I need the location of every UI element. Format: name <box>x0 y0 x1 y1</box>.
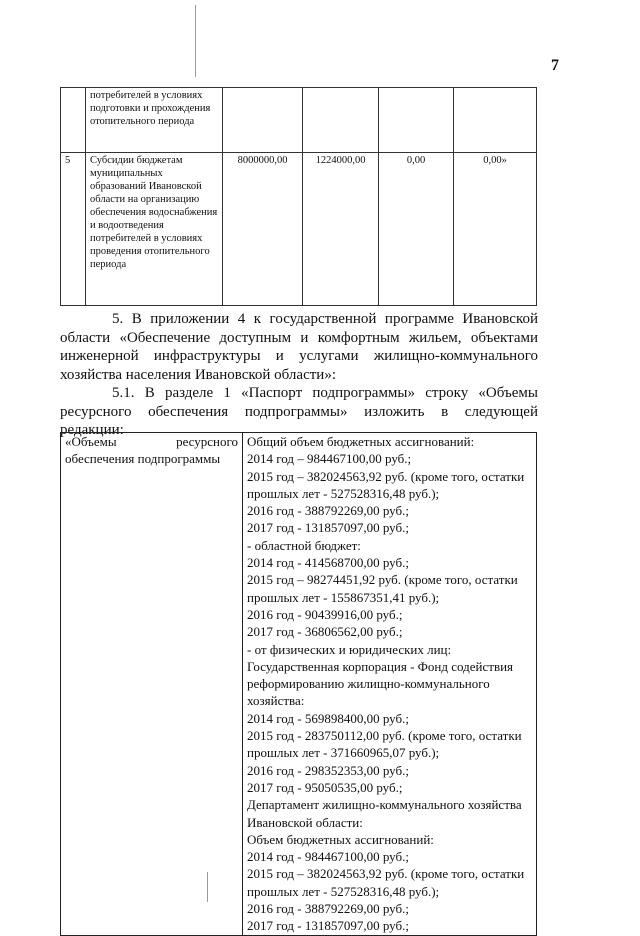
row-value <box>303 88 379 153</box>
funding-line: прошлых лет - 371660965,07 руб.); <box>247 745 440 761</box>
funding-line: реформированию жилищно-коммунального <box>247 676 490 692</box>
funding-line: 2014 год – 984467100,00 руб.; <box>247 451 412 467</box>
funding-line: прошлых лет - 155867351,41 руб.); <box>247 589 440 605</box>
funding-line: 2015 год – 382024563,92 руб. (кроме того, остатки <box>247 866 525 882</box>
row-number <box>61 88 86 153</box>
funding-line: 2014 год - 569898400,00 руб.; <box>247 710 409 726</box>
scan-artifact-line-top <box>195 5 196 77</box>
paragraph-5-1-text: 5.1. В разделе 1 «Паспорт подпрограммы» строку «Объемы ресурсного обеспечения подпрограммы» изложить в следующей редакции: <box>60 385 538 438</box>
row-value <box>223 88 303 153</box>
funding-details <box>243 433 537 936</box>
funding-line: 2016 год - 298352353,00 руб.; <box>247 762 409 778</box>
table-row <box>61 88 537 153</box>
funding-line: Ивановской области: <box>247 814 363 830</box>
funding-line: Общий объем бюджетных ассигнований: <box>247 434 475 449</box>
funding-line: - от физических и юридических лиц: <box>247 641 452 657</box>
row-value: 1224000,00 <box>303 153 379 306</box>
funding-line: 2017 год - 131857097,00 руб.; <box>247 918 409 934</box>
row-number: 5 <box>61 153 86 306</box>
funding-line: 2014 год - 984467100,00 руб.; <box>247 849 409 865</box>
funding-line: 2017 год - 131857097,00 руб.; <box>247 520 409 536</box>
row-description: потребителей в условиях подготовки и прохождения отопительного периода <box>86 88 223 153</box>
funding-line: 2015 год – 382024563,92 руб. (кроме того, остатки <box>247 468 525 484</box>
funding-line: 2017 год - 36806562,00 руб.; <box>247 624 403 640</box>
table-row <box>61 153 537 306</box>
paragraph-5 <box>60 310 538 384</box>
row-value <box>379 88 454 153</box>
funding-line: 2014 год - 414568700,00 руб.; <box>247 555 409 571</box>
funding-line: прошлых лет - 527528316,48 руб.); <box>247 485 440 501</box>
funding-line: 2015 год – 98274451,92 руб. (кроме того, остатки <box>247 572 518 588</box>
table-row <box>61 433 537 936</box>
subsidy-table <box>60 87 537 306</box>
paragraph-5-text: 5. В приложении 4 к государственной программе Ивановской области «Обеспечение доступным и комфортным жильем, объектами инженерной инфраструктуры и услугами жилищно-коммунального хозяйства населения Ивановской области»: <box>60 311 538 383</box>
funding-label: «Объемы ресурсного обеспечения подпрограммы <box>61 433 243 936</box>
row-value: 0,00» <box>454 153 537 306</box>
row-value: 0,00 <box>379 153 454 306</box>
funding-volumes-table <box>60 432 537 936</box>
funding-line: Объем бюджетных ассигнований: <box>247 831 434 847</box>
row-value <box>454 88 537 153</box>
funding-line: Государственная корпорация - Фонд содействия <box>247 658 514 674</box>
row-value: 8000000,00 <box>223 153 303 306</box>
page-number: 7 <box>551 57 559 74</box>
funding-line: 2016 год - 388792269,00 руб.; <box>247 503 409 519</box>
funding-line: Департамент жилищно-коммунального хозяйства <box>247 797 522 813</box>
funding-line: 2017 год - 95050535,00 руб.; <box>247 779 403 795</box>
funding-line: 2016 год - 388792269,00 руб.; <box>247 901 409 917</box>
funding-line: - областной бюджет: <box>247 537 361 553</box>
funding-line: 2015 год - 283750112,00 руб. (кроме того, остатки <box>247 728 522 744</box>
funding-line: 2016 год - 90439916,00 руб.; <box>247 606 403 622</box>
funding-line: хозяйства: <box>247 693 305 709</box>
row-description: Субсидии бюджетам муниципальных образований Ивановской области на организацию обеспечения водоснабжения и водоотведения потребителей в условиях проведения отопительного периода <box>86 153 223 306</box>
funding-line: прошлых лет - 527528316,48 руб.); <box>247 883 440 899</box>
